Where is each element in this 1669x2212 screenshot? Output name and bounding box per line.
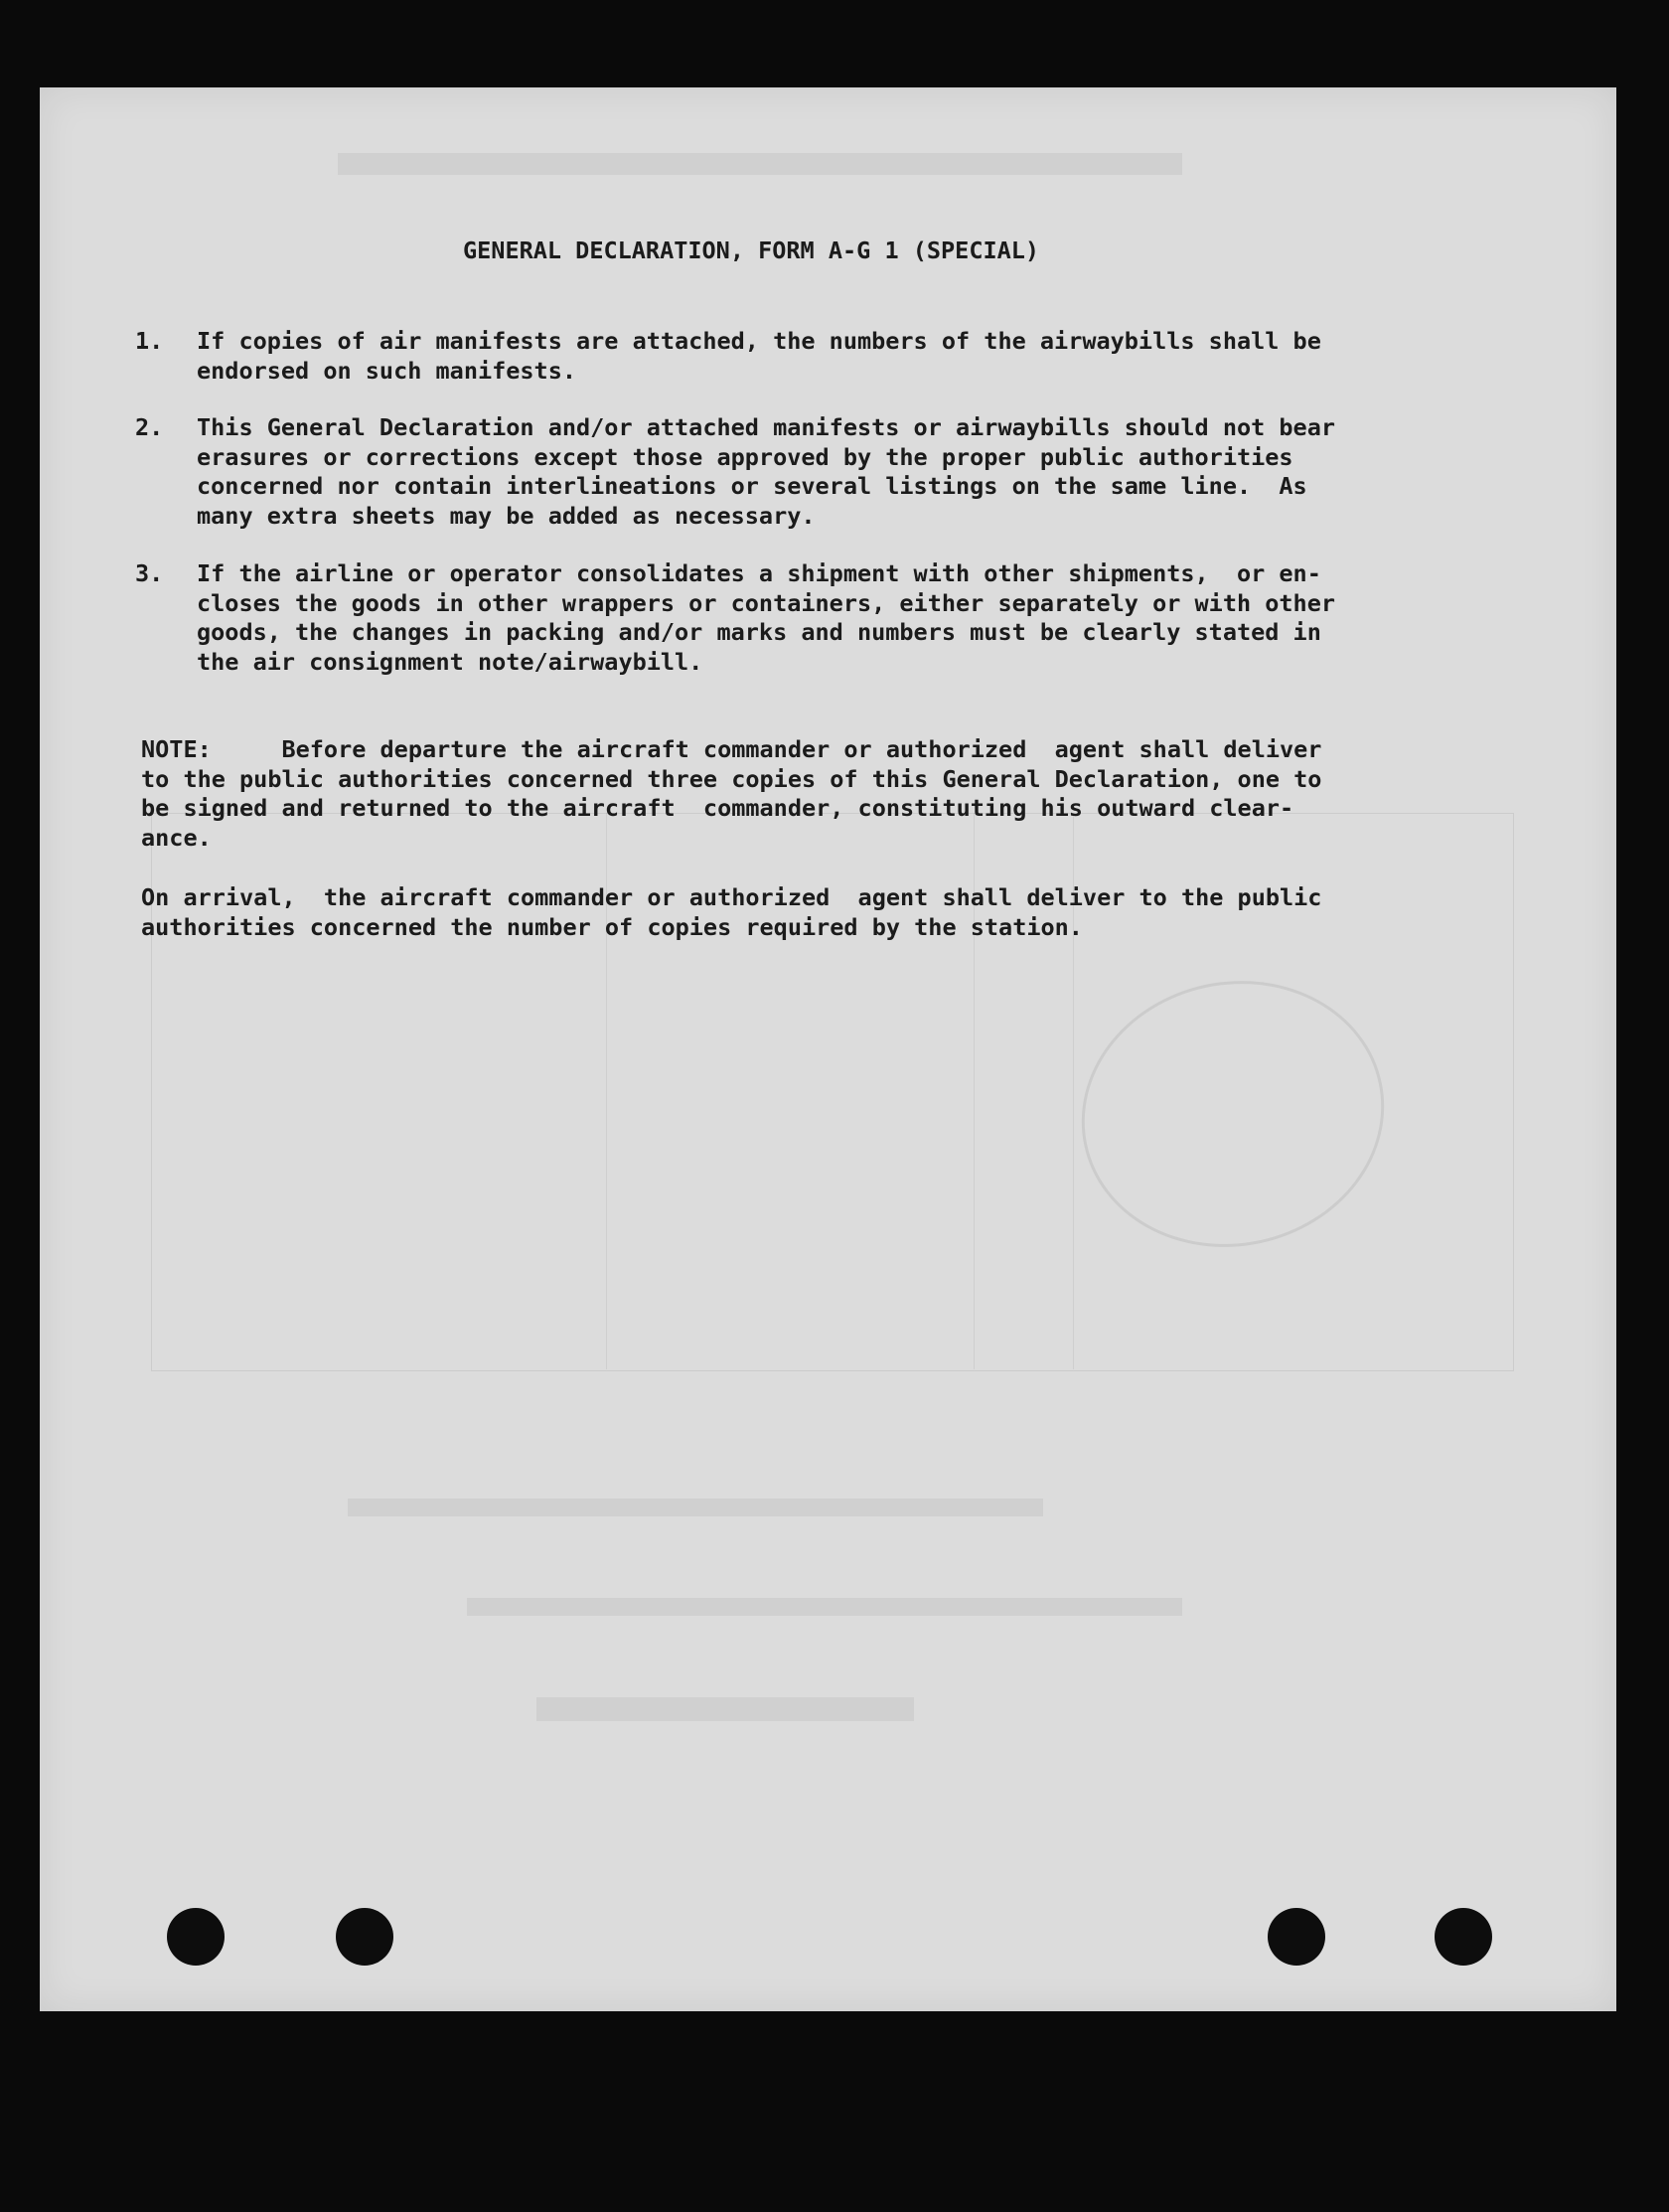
punch-hole <box>167 1908 225 1966</box>
bleed-through-line <box>467 1598 1182 1616</box>
punch-hole <box>1435 1908 1492 1966</box>
item-number: 2. <box>135 413 164 441</box>
bleed-through-line <box>348 1499 1043 1516</box>
item-text: If copies of air manifests are attached, the numbers of the airwaybills shall be endorsed on such manifests. <box>197 327 1321 385</box>
item-text: This General Declaration and/or attached manifests or airwaybills should not bear erasures or corrections except those approved by the proper public authorities concerned nor contain interlineations or several listings on the same line. As many extra sheets may be added as necessary. <box>197 413 1336 530</box>
punch-hole <box>336 1908 393 1966</box>
punch-hole <box>1268 1908 1325 1966</box>
arrival-paragraph: On arrival, the aircraft commander or authorized agent shall deliver to the public authorities concerned the number of copies required by the station. <box>141 883 1322 941</box>
bleed-through-line <box>338 153 1182 175</box>
item-number: 3. <box>135 559 164 587</box>
document-title: GENERAL DECLARATION, FORM A-G 1 (SPECIAL) <box>463 237 1040 264</box>
note-paragraph: NOTE: Before departure the aircraft commander or authorized agent shall deliver to the public authorities concerned three copies of this General Declaration, one to be signed and returned to the aircraft commander, constituting his outward clear- ance. <box>141 735 1322 852</box>
item-text: If the airline or operator consolidates a shipment with other shipments, or en- closes the goods in other wrappers or containers, either separately or with other goods, the changes in packing and/or marks and numbers must be clearly stated in the air consignment note/airwaybill. <box>197 559 1336 676</box>
bleed-through-line <box>536 1697 914 1721</box>
item-number: 1. <box>135 327 164 355</box>
